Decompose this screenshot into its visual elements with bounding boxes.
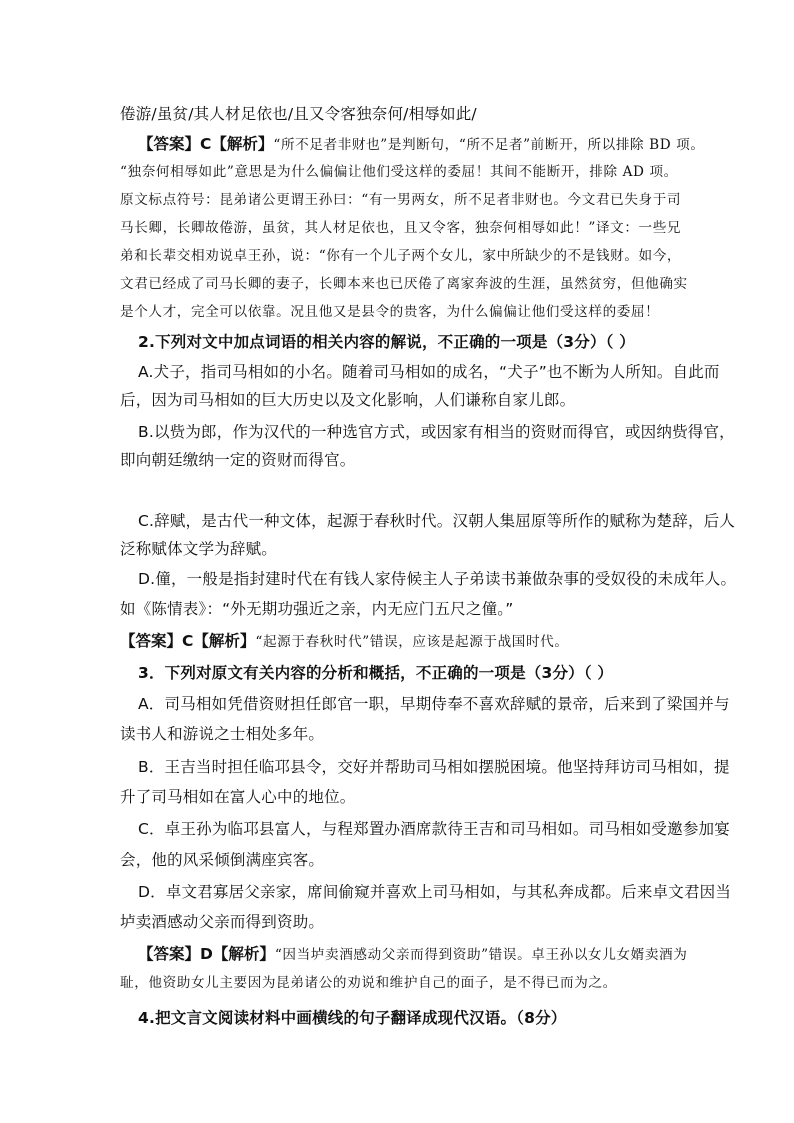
question-2-option-c: 泛称赋体文学为辞赋。 (120, 540, 278, 558)
question-3-option-c: C．卓王孙为临邛县富人，与程郑置办酒席款待王吉和司马相如。司马相如受邀参加宴 (138, 820, 730, 838)
question-2-title: 2.下列对文中加点词语的相关内容的解说，不正确的一项是（3分）（ ） (138, 333, 635, 351)
question-3-option-a: A．司马相如凭借资财担任郎官一职，早期侍奉不喜欢辞赋的景帝，后来到了梁国并与 (138, 695, 730, 713)
question-3-option-d: 垆卖酒感动父亲而得到资助。 (120, 913, 325, 931)
answer-2-text: “起源于春秋时代”错误，应该是起源于战国时代。 (255, 634, 569, 650)
question-2-option-b: B.以赀为郎，作为汉代的一种选官方式，或因家有相当的资财而得官，或因纳赀得官， (138, 423, 735, 441)
answer-1-line: “独奈何相辱如此”意思是为什么偏偏让他们受这样的委屈！其间不能断开，排除 AD 项。 (120, 164, 678, 180)
answer-1-text: “所不足者非财也”是判断句，“所不足者”前断开，所以排除 BD 项。 (273, 137, 705, 153)
answer-1-line: 马长卿，长卿故倦游，虽贫，其人材足依也，且又令客，独奈何相辱如此！”译文：一些兄 (120, 220, 682, 236)
question-2-option-c: C.辞赋，是古代一种文体，起源于春秋时代。汉朝人集屈原等所作的赋称为楚辞，后人 (138, 512, 736, 530)
answer-1-line: 弟和长辈交相劝说卓王孙，说：“你有一个儿子两个女儿，家中所缺少的不是钱财。如今， (120, 248, 682, 264)
question-3-option-c: 会，他的风采倾倒满座宾客。 (120, 851, 325, 869)
question-3-option-a: 读书人和游说之士相处多年。 (120, 725, 325, 743)
question-3-option-d: D．卓文君寡居父亲家，席间偷窥并喜欢上司马相如，与其私奔成都。后来卓文君因当 (138, 883, 732, 901)
question-2-option-a: 后，因为司马相如的巨大历史以及文化影响，人们谦称自家儿郎。 (120, 391, 576, 409)
answer-3-text: “因当垆卖酒感动父亲而得到资助”错误。卓王孙以女儿女婿卖酒为 (274, 947, 688, 963)
question-2-option-d: D.僮，一般是指封建时代在有钱人家侍候主人子弟读书兼做杂事的受奴役的未成年人。 (138, 570, 737, 588)
answer-1-label: 【答案】C【解析】 (138, 135, 274, 153)
answer-3-line: 耻，他资助女儿主要因为昆弟诸公的劝说和维护自己的面子，是不得已而为之。 (120, 975, 617, 991)
question-3-title: 3．下列对原文有关内容的分析和概括，不正确的一项是（3分）（ ） (138, 664, 614, 682)
question-2-option-a: A.犬子，指司马相如的小名。随着司马相如的成名，“犬子”也不断为人所知。自此而 (138, 363, 720, 381)
question-3-option-b: 升了司马相如在富人心中的地位。 (120, 788, 356, 806)
answer-1-line: 是个人才，完全可以依靠。况且他又是县令的贵客，为什么偏偏让他们受这样的委屈！ (120, 304, 660, 320)
answer-1-line: 文君已经成了司马长卿的妻子，长卿本来也已厌倦了离家奔波的生涯，虽然贫穷，但他确实 (120, 276, 688, 292)
answer-3-label: 【答案】D【解析】 (138, 945, 275, 963)
question-4-title: 4.把文言文阅读材料中画横线的句子翻译成现代汉语。（8分） (138, 1009, 567, 1027)
question-3-option-b: B．王吉当时担任临邛县令，交好并帮助司马相如摆脱困境。他坚持拜访司马相如，提 (138, 758, 730, 776)
answer-1-line (138, 131, 705, 158)
answer-2-label: 【答案】C【解析】 (120, 632, 256, 650)
question-2-option-d: 如《陈情表》：“外无期功强近之亲，内无应门五尺之僮。” (120, 600, 514, 618)
answer-2-line (120, 628, 569, 655)
question-2-option-b: 即向朝廷缴纳一定的资财而得官。 (120, 451, 356, 469)
segmented-sentence-line: 倦游/虽贫/其人材足依也/且又令客独奈何/相辱如此/ (120, 105, 477, 123)
answer-3-line (138, 941, 687, 968)
answer-1-line: 原文标点符号：昆弟诸公更谓王孙曰：“有一男两女，所不足者非财也。今文君已失身于司 (120, 192, 682, 208)
